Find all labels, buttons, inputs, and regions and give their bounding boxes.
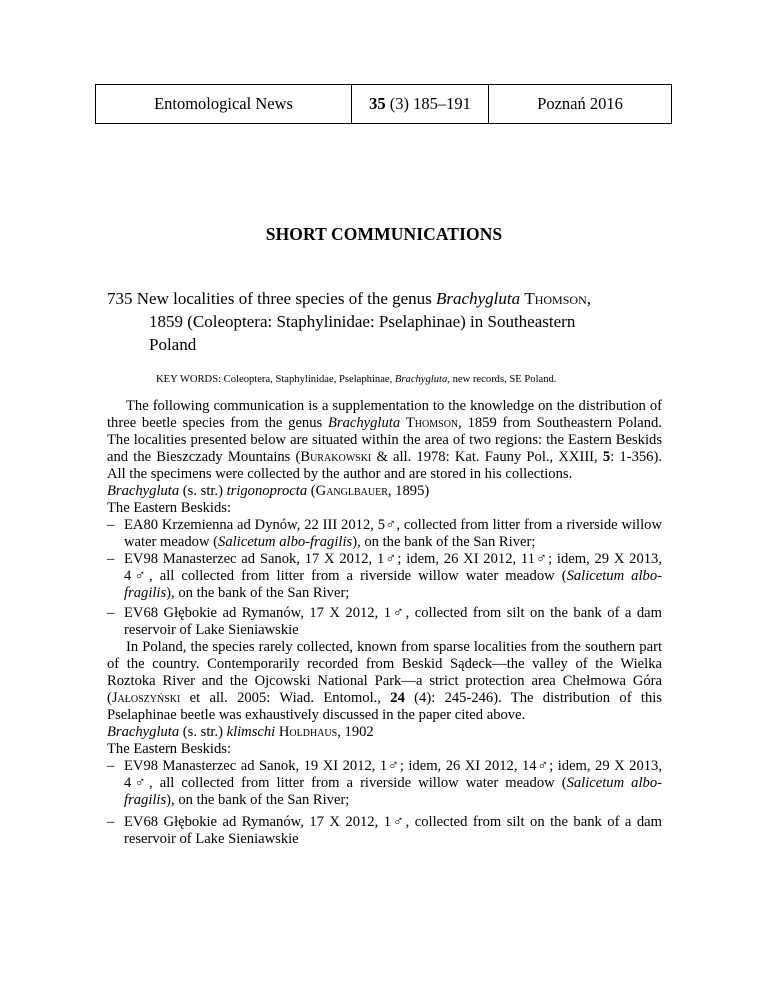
species-2-heading bbox=[107, 724, 662, 741]
article-number: 735 bbox=[107, 289, 133, 308]
title-genus: Brachygluta bbox=[436, 289, 521, 308]
species-subgenus: (s. str.) bbox=[179, 483, 227, 499]
bullet-dash: – bbox=[107, 551, 115, 567]
species-genus: Brachygluta bbox=[107, 483, 180, 499]
record-text-a: EA80 Krzemienna ad Dynów, 22 III 2012, 5♂, collected from litter from a riverside willow water meadow ( bbox=[124, 517, 662, 550]
species-name: trigonoprocta bbox=[226, 483, 308, 499]
discussion-volume: 24 bbox=[390, 690, 405, 706]
article-title-line-2: 1859 (Coleoptera: Staphylinidae: Pselaphinae) in Southeastern bbox=[149, 312, 576, 331]
species-subgenus: (s. str.) bbox=[179, 724, 227, 740]
species-1-record-3 bbox=[107, 605, 662, 639]
journal-name bbox=[96, 85, 352, 123]
bullet-dash: – bbox=[107, 605, 115, 621]
species-1-region: The Eastern Beskids: bbox=[107, 500, 232, 516]
species-2-record-2 bbox=[107, 814, 662, 848]
species-1-heading bbox=[107, 483, 662, 500]
bullet-dash: – bbox=[107, 814, 115, 830]
record-italic: Salicetum albo-fragilis bbox=[124, 568, 662, 601]
place-year-text: Poznań 2016 bbox=[537, 94, 623, 113]
article-body bbox=[107, 398, 662, 848]
issue-pages: (3) 185–191 bbox=[385, 94, 471, 113]
record-text-a: EV98 Manasterzec ad Sanok, 17 X 2012, 1♂; idem, 26 XI 2012, 11♂; idem, 29 X 2013, 4♂, all collected from litter from a riverside willow water meadow ( bbox=[124, 551, 662, 584]
section-title: SHORT COMMUNICATIONS bbox=[265, 224, 503, 244]
keywords-rest: new records, SE Poland. bbox=[449, 374, 557, 385]
species-punct: ( bbox=[307, 483, 316, 499]
intro-ref-author: Burakowski bbox=[300, 449, 372, 465]
record-text bbox=[124, 605, 662, 639]
species-1-record-2 bbox=[107, 551, 662, 602]
bullet-dash: – bbox=[107, 758, 115, 774]
record-text bbox=[124, 517, 662, 551]
record-text bbox=[124, 758, 662, 809]
record-text-b: ), on the bank of the San River; bbox=[352, 534, 536, 550]
intro-author: Thomson bbox=[405, 415, 459, 431]
record-text-a: EV68 Głębokie ad Rymanów, 17 X 2012, 1♂, collected from silt on the bank of a dam reservoir of Lake Sieniawskie bbox=[124, 605, 662, 638]
intro-genus: Brachygluta bbox=[327, 415, 401, 431]
article-title-line-3: Poland bbox=[149, 335, 197, 354]
volume-issue bbox=[352, 85, 489, 123]
title-author: Thomson bbox=[524, 289, 587, 308]
keywords-label: KEY WORDS: Coleoptera, Staphylinidae, Pselaphinae, bbox=[156, 374, 395, 385]
intro-text: : 1-356). All the specimens were collected by the author and are stored in his collections. bbox=[107, 449, 662, 482]
volume-number: 35 bbox=[369, 94, 386, 113]
record-text bbox=[124, 814, 662, 848]
record-text-b: ), on the bank of the San River; bbox=[166, 792, 350, 808]
species-name: klimschi bbox=[226, 724, 276, 740]
record-italic: Salicetum albo-fragilis bbox=[218, 534, 353, 550]
intro-text: The following communication is a supplementation to the knowledge on the distribution of three beetle species from the genus bbox=[107, 398, 662, 431]
bullet-dash: – bbox=[107, 517, 115, 533]
record-text-a: EV68 Głębokie ad Rymanów, 17 X 2012, 1♂, collected from silt on the bank of a dam reservoir of Lake Sieniawskie bbox=[124, 814, 662, 847]
journal-name-text: Entomological News bbox=[154, 94, 293, 113]
place-year bbox=[489, 85, 671, 123]
species-genus: Brachygluta bbox=[107, 724, 180, 740]
record-text-a: EV98 Manasterzec ad Sanok, 19 XI 2012, 1♂; idem, 26 XI 2012, 14♂; idem, 29 X 2013, 4♂, all collected from litter from a riverside willow water meadow ( bbox=[124, 758, 662, 791]
intro-paragraph bbox=[107, 398, 662, 483]
intro-text: , 1859 from Southeastern Poland. The localities presented below are situated within the area of two regions: the Eastern Beskids and the Bieszczady Mountains ( bbox=[107, 415, 662, 465]
record-text bbox=[124, 551, 662, 602]
species-1-discussion bbox=[107, 639, 662, 724]
journal-header bbox=[95, 84, 672, 124]
species-author: Ganglbauer bbox=[315, 483, 388, 499]
record-italic: Salicetum albo-fragilis bbox=[124, 775, 662, 808]
discussion-text: et all. 2005: Wiad. Entomol., bbox=[180, 690, 391, 706]
species-year: , 1902 bbox=[337, 724, 374, 740]
title-text: New localities of three species of the genus bbox=[136, 289, 437, 308]
title-punct: , bbox=[586, 289, 591, 308]
keywords-genus: Brachygluta, bbox=[394, 374, 450, 385]
species-year: , 1895) bbox=[387, 483, 430, 499]
discussion-text: (4): 245-246). The distribution of this Pselaphinae beetle was exhaustively discussed in the paper cited above. bbox=[107, 690, 662, 723]
intro-text: & all. 1978: Kat. Fauny Pol., XXIII, bbox=[371, 449, 603, 465]
keywords bbox=[156, 374, 676, 385]
discussion-text: In Poland, the species rarely collected, known from sparse localities from the southern part of the country. Contemporarily recorded from Beskid Sądeck—the valley of the Wielka Roztoka River and the Ojcowski National Park—a strict protection area Chełmowa Góra ( bbox=[107, 639, 662, 706]
article-title-line-1 bbox=[107, 287, 662, 310]
discussion-author: Jałoszyński bbox=[111, 690, 181, 706]
species-2-record-1 bbox=[107, 758, 662, 809]
species-1-record-1 bbox=[107, 517, 662, 551]
article-title bbox=[107, 287, 662, 356]
species-author: Holdhaus bbox=[278, 724, 338, 740]
species-2-region: The Eastern Beskids: bbox=[107, 741, 232, 757]
intro-volume: 5 bbox=[602, 449, 611, 465]
record-text-b: ), on the bank of the San River; bbox=[166, 585, 350, 601]
